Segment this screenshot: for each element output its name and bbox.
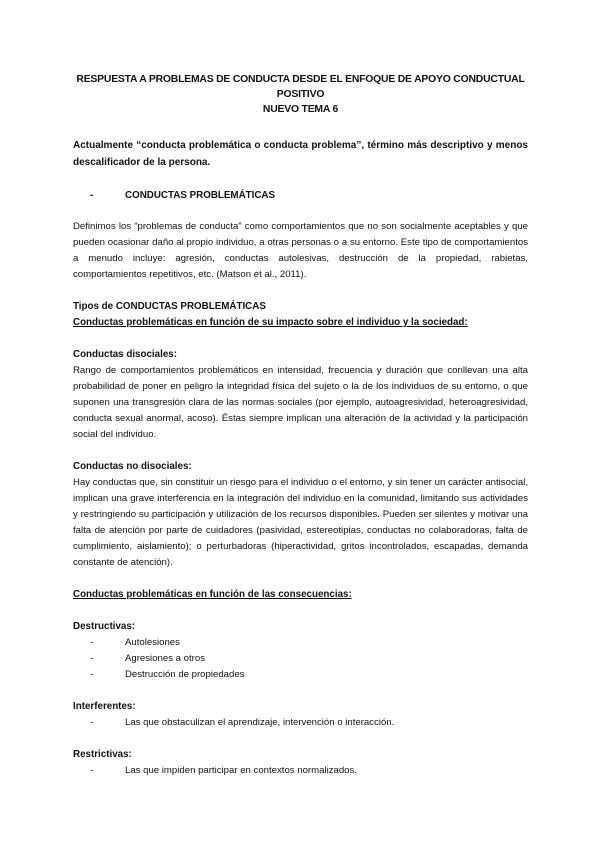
list-item: [73, 715, 528, 731]
destructive-heading: Destructivas:: [73, 621, 136, 632]
no-disocial-heading: Conductas no disociales:: [73, 461, 192, 472]
section-bullet: [73, 188, 528, 204]
disocial-heading: Conductas disociales:: [73, 349, 177, 360]
document-page: [73, 72, 528, 779]
list-item: [73, 667, 528, 683]
list-item-text: Las que obstaculizan el aprendizaje, intervención o interacción.: [125, 717, 395, 728]
restrictive-heading: Restrictivas:: [73, 749, 132, 760]
list-dash: -: [90, 765, 94, 776]
list-item-text: Las que impiden participar en contextos normalizados.: [125, 765, 357, 776]
list-item: [73, 651, 528, 667]
list-item: [73, 763, 528, 779]
title-line-2: POSITIVO: [276, 89, 325, 100]
impact-heading: Conductas problemáticas en función de su impacto sobre el individuo y la sociedad:: [73, 317, 468, 328]
restrictive-list: [73, 763, 528, 779]
list-dash: -: [90, 717, 94, 728]
list-item: [73, 635, 528, 651]
destructive-list: [73, 635, 528, 683]
disocial-paragraph: Rango de comportamientos problemáticos en intensidad, frecuencia y duración que conllevan una alta probabilidad de poner en peligro la integridad física del sujeto o la de los individuos de su entorno, o que suponen una transgresión clara de las normas sociales (por ejemplo, autoagresividad, heteroagresividad, conducta sexual anormal, acoso). Éstas siempre implican una alteración de la actividad y la participación social del individuo.: [73, 365, 528, 440]
list-item-text: Autolesiones: [125, 637, 180, 648]
interfering-list: [73, 715, 528, 731]
title-line-3: NUEVO TEMA 6: [262, 104, 339, 115]
definition-paragraph: Definimos los “problemas de conducta” como comportamientos que no son socialmente aceptables y que pueden ocasionar daño al propio individuo, a otras personas o a su entorno. Este tipo de comportamientos a menudo incluye: agresión, conductas autolesivas, destrucción de la propiedad, rabietas, comportamientos repetitivos, etc. (Matson et al., 2011).: [73, 221, 528, 280]
list-dash: -: [90, 653, 94, 664]
bullet-dash: -: [90, 190, 94, 201]
consequences-heading: Conductas problemáticas en función de las consecuencias:: [73, 589, 352, 600]
document-title: [73, 72, 528, 117]
section-bullet-label: CONDUCTAS PROBLEMÁTICAS: [125, 190, 276, 201]
list-item-text: Destrucción de propiedades: [125, 669, 245, 680]
list-dash: -: [90, 637, 94, 648]
intro-paragraph: Actualmente “conducta problemática o conducta problema”, término más descriptivo y menos descalificador de la persona.: [73, 140, 528, 168]
list-item-text: Agresiones a otros: [125, 653, 205, 664]
title-line-1: RESPUESTA A PROBLEMAS DE CONDUCTA DESDE EL ENFOQUE DE APOYO CONDUCTUAL: [76, 74, 525, 85]
types-heading: Tipos de CONDUCTAS PROBLEMÁTICAS: [73, 301, 266, 312]
list-dash: -: [90, 669, 94, 680]
interfering-heading: Interferentes:: [73, 701, 136, 712]
no-disocial-paragraph: Hay conductas que, sin constituir un riesgo para el individuo o el entorno, y sin tener un carácter antisocial, implican una grave interferencia en la integración del individuo en la comunidad, limitando sus actividades y restringiendo su participación y utilización de los recursos disponibles. Pueden ser silentes y motivar una falta de atención por parte de cuidadores (pasividad, estereotipias, conductas no colaboradoras, falta de cumplimiento, aislamiento); o perturbadoras (hiperactividad, gritos incontrolados, escapadas, demanda constante de atención).: [73, 477, 528, 568]
